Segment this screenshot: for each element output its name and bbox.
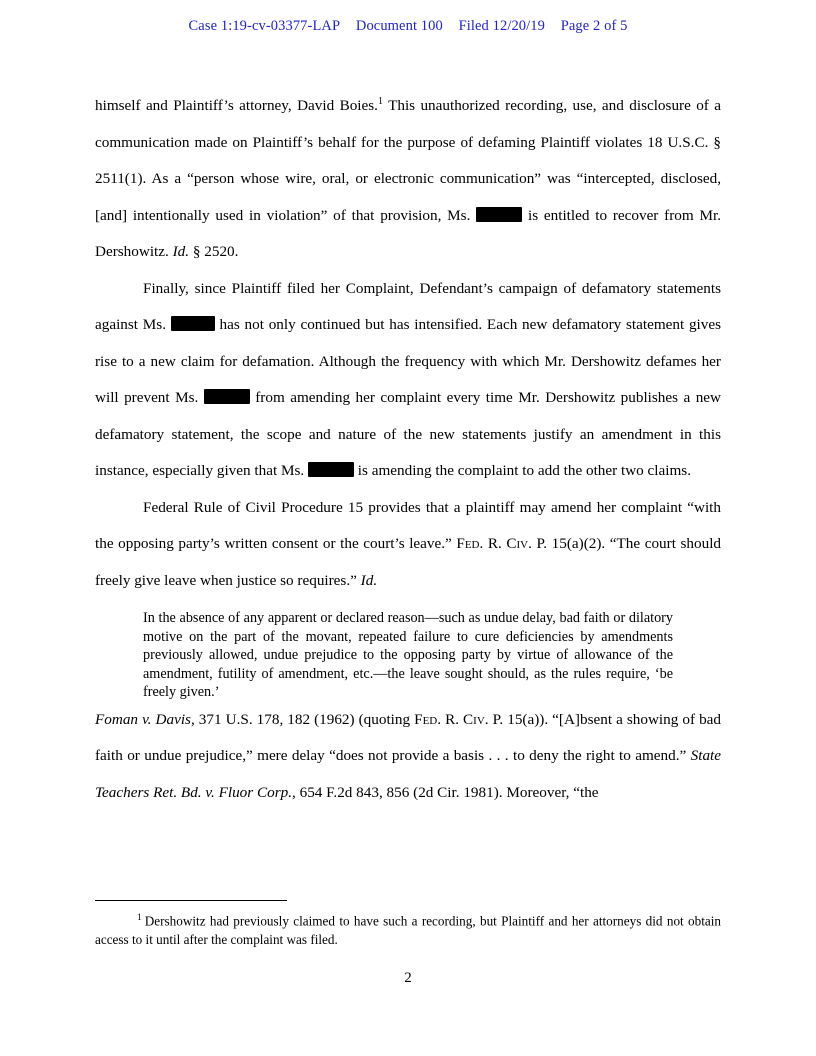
paragraph-2-text-a: Finally, since Plaintiff filed her Complaint, Defendant’s campaign of defamatory statements against Ms. bbox=[95, 279, 721, 334]
footnote-reference-1: 1 bbox=[377, 96, 383, 107]
footnote-area bbox=[95, 900, 721, 949]
redaction-box-3 bbox=[204, 389, 250, 404]
footnote-1-text: Dershowitz had previously claimed to have such a recording, but Plaintiff and her attorneys did not obtain access to it until after the complaint was filed. bbox=[95, 913, 721, 948]
header-page-indicator: Page 2 of 5 bbox=[560, 18, 628, 34]
paragraph-4-case-cite-1: Foman v. Davis bbox=[95, 710, 191, 728]
paragraph-4-text-b: 15(a)). “[A]bsent a showing of bad faith or undue prejudice,” mere delay “does not provide a basis . . . to deny the right to amend.” bbox=[95, 710, 721, 765]
paragraph-2-text-b: has not only continued but has intensified. Each new defamatory statement gives rise to a new claim for defamation. Although the frequency with which Mr. Dershowitz defames her will prevent Ms. bbox=[95, 316, 722, 407]
paragraph-3-rule-cite: Fed. R. Civ. P. bbox=[456, 535, 548, 553]
document-body bbox=[95, 84, 721, 811]
paragraph-1-text-d: § 2520. bbox=[192, 243, 239, 261]
paragraph-4-rule-cite: Fed. R. Civ. P. bbox=[414, 710, 504, 728]
paragraph-3-text-a: Federal Rule of Civil Procedure 15 provides that a plaintiff may amend her complaint “with the opposing party’s written consent or the court’s leave.” bbox=[95, 498, 721, 553]
header-case-number: Case 1:19-cv-03377-LAP bbox=[188, 18, 341, 34]
paragraph-4-text-c: , 654 F.2d 843, 856 (2d Cir. 1981). Moreover, “the bbox=[292, 783, 599, 801]
paragraph-3-id-cite: Id. bbox=[360, 571, 378, 589]
paragraph-3 bbox=[95, 490, 721, 600]
paragraph-2-text-c: from amending her complaint every time Mr. Dershowitz publishes a new defamatory statement, the scope and nature of the new statements justify an amendment in this instance, especially given that Ms. bbox=[95, 389, 722, 480]
header-document-number: Document 100 bbox=[355, 18, 443, 34]
paragraph-4-case-cite-2: State Teachers Ret. Bd. v. Fluor Corp. bbox=[95, 747, 721, 801]
footnote-1-marker: 1 bbox=[137, 913, 142, 923]
paragraph-1 bbox=[95, 84, 721, 271]
paragraph-3-text-b: 15(a)(2). “The court should freely give leave when justice so requires.” bbox=[95, 535, 722, 589]
footnote-1 bbox=[95, 909, 721, 949]
paragraph-1-id-cite: Id. bbox=[172, 243, 190, 261]
redaction-box-1 bbox=[476, 207, 522, 222]
paragraph-1-text-c: is entitled to recover from Mr. Dershowitz. bbox=[95, 206, 722, 261]
footnote-separator-rule bbox=[95, 900, 287, 901]
redaction-box-4 bbox=[308, 462, 354, 477]
paragraph-2 bbox=[95, 271, 721, 490]
paragraph-1-text-a: himself and Plaintiff’s attorney, David Boies. bbox=[95, 97, 378, 115]
block-quotation: In the absence of any apparent or declared reason—such as undue delay, bad faith or dilatory motive on the part of the movant, repeated failure to cure deficiencies by amendments previously allowed, undue prejudice to the opposing party by virtue of allowance of the amendment, futility of amendment, etc.—the leave sought should, as the rules require, ‘be freely given.’ bbox=[143, 610, 673, 701]
paragraph-4-text-a: , 371 U.S. 178, 182 (1962) (quoting bbox=[190, 710, 415, 728]
paragraph-4 bbox=[95, 702, 721, 812]
redaction-box-2 bbox=[171, 316, 215, 331]
paragraph-1-text-b: This unauthorized recording, use, and disclosure of a communication made on Plaintiff’s behalf for the purpose of defaming Plaintiff violates 18 U.S.C. § 2511(1). As a “person whose wire, oral, or electronic communication” was “intercepted, disclosed, [and] intentionally used in violation” of that provision, Ms. bbox=[95, 97, 721, 224]
page-number: 2 bbox=[404, 970, 412, 986]
header-filed-date: Filed 12/20/19 bbox=[458, 18, 545, 34]
paragraph-2-text-d: is amending the complaint to add the other two claims. bbox=[357, 462, 692, 480]
ecf-header-stamp bbox=[0, 18, 816, 35]
